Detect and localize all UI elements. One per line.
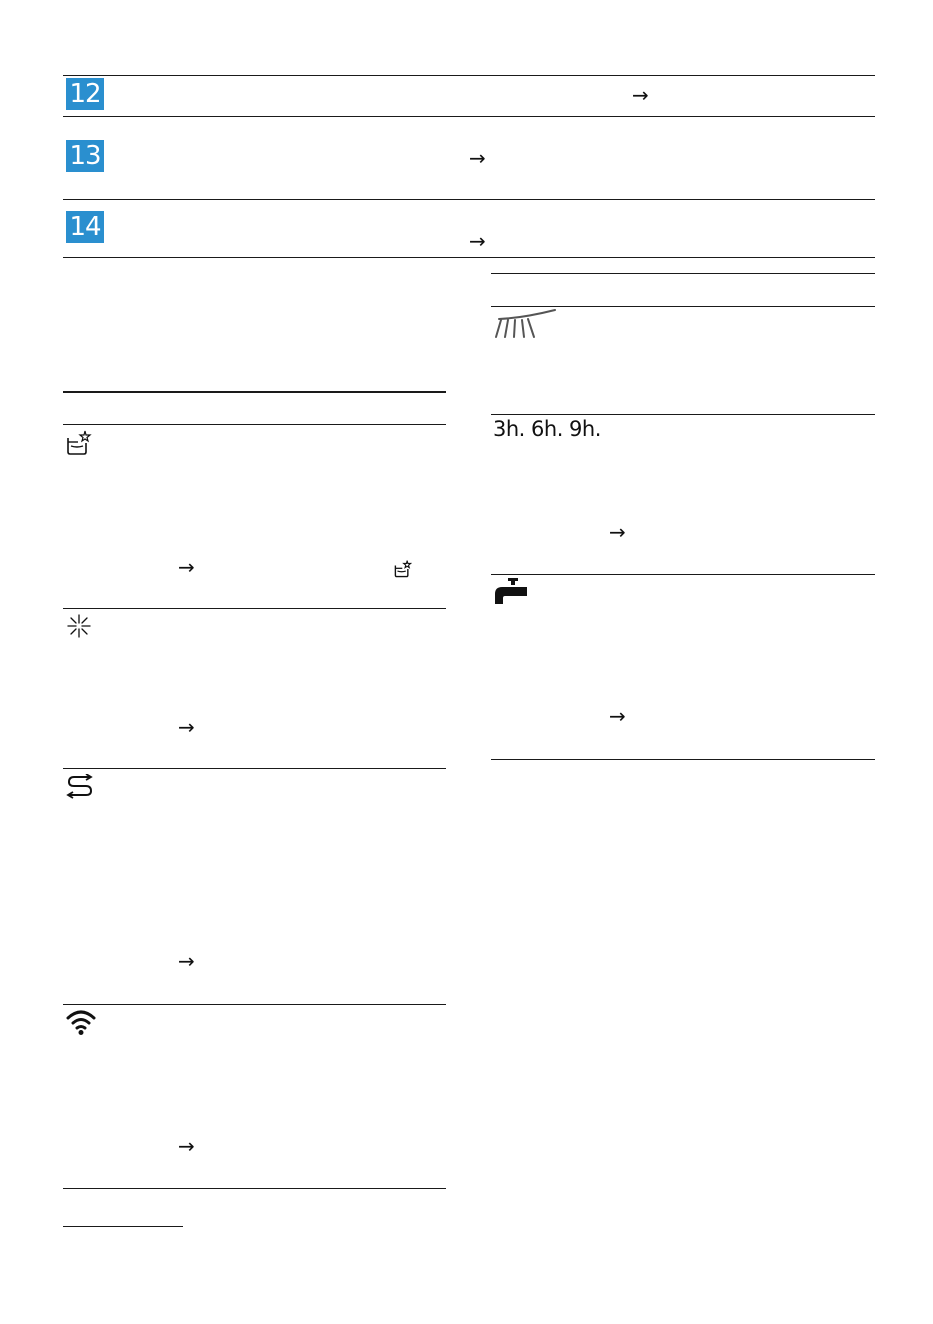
table-bottom-rule bbox=[63, 1188, 446, 1189]
wifi-icon bbox=[66, 1008, 96, 1036]
divider bbox=[63, 1004, 446, 1005]
step-number-badge: 13 bbox=[66, 140, 104, 172]
arrow-icon: → bbox=[178, 555, 195, 579]
column-gutter bbox=[606, 273, 607, 760]
divider bbox=[63, 116, 875, 117]
footnote-separator bbox=[63, 1226, 183, 1227]
arrow-icon: → bbox=[178, 715, 195, 739]
step-number-badge: 12 bbox=[66, 78, 104, 110]
arrow-icon: → bbox=[178, 1134, 195, 1158]
tablet-glass-star-icon bbox=[394, 560, 412, 578]
table-bottom-rule bbox=[491, 759, 875, 760]
divider bbox=[63, 75, 875, 76]
divider bbox=[63, 768, 446, 769]
water-tap-icon bbox=[493, 577, 529, 607]
arrow-icon: → bbox=[609, 520, 626, 544]
table-top-rule bbox=[491, 273, 875, 274]
table-top-rule bbox=[63, 391, 446, 393]
arrow-icon: → bbox=[469, 229, 486, 253]
divider bbox=[63, 257, 875, 258]
loop-arrows-icon bbox=[66, 774, 94, 800]
spray-arm-icon bbox=[493, 309, 557, 339]
divider bbox=[63, 199, 875, 200]
sparkle-icon bbox=[67, 614, 91, 638]
timer-label: 3h. 6h. 9h. bbox=[493, 417, 601, 441]
table-header-rule bbox=[63, 424, 446, 425]
arrow-icon: → bbox=[178, 949, 195, 973]
step-number-badge: 14 bbox=[66, 211, 104, 243]
tablet-glass-star-icon bbox=[66, 430, 92, 456]
arrow-icon: → bbox=[632, 83, 649, 107]
divider bbox=[491, 414, 875, 415]
divider bbox=[491, 574, 875, 575]
table-header-rule bbox=[491, 306, 875, 307]
arrow-icon: → bbox=[609, 704, 626, 728]
divider bbox=[63, 608, 446, 609]
arrow-icon: → bbox=[469, 146, 486, 170]
